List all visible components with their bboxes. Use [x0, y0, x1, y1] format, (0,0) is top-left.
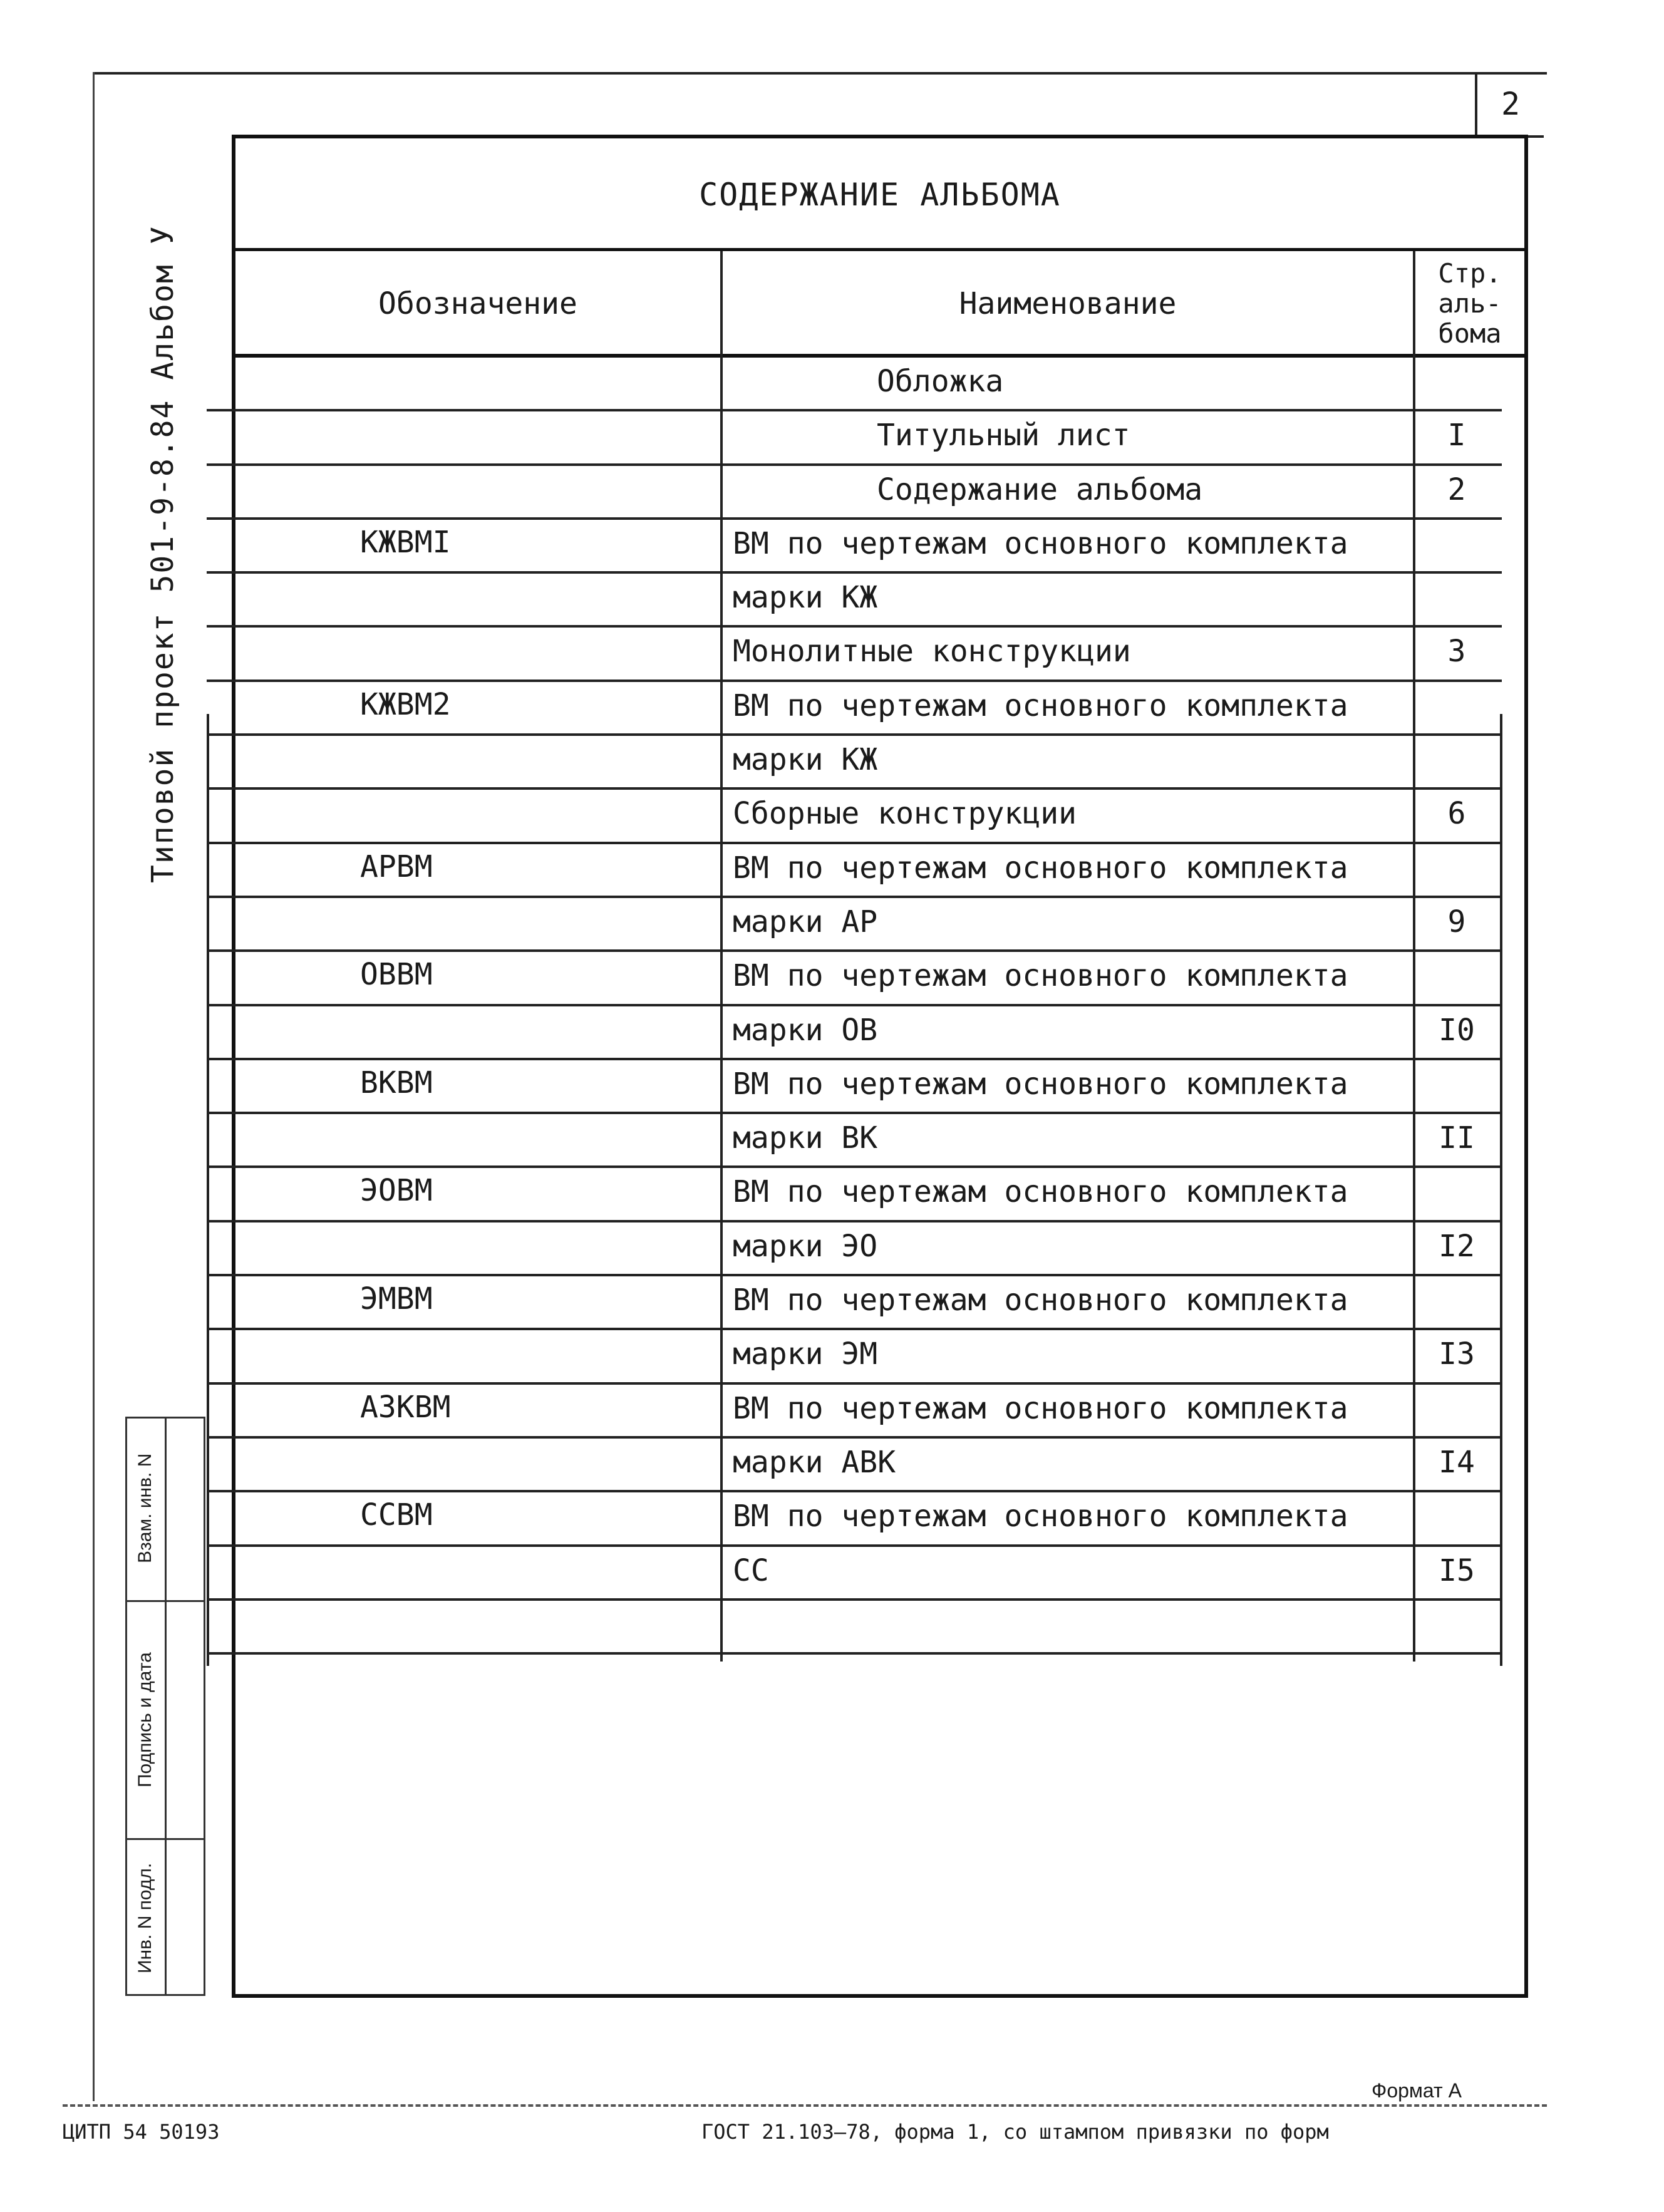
stamp-signature-label: Подпись и дата [135, 1652, 155, 1788]
sheet-frame-left [93, 72, 95, 2101]
row-name: Обложка [877, 364, 1004, 399]
row-name: Сборные конструкции [733, 796, 1077, 832]
footer-code: ЦИТП 54 50193 [63, 2120, 220, 2144]
column-divider [720, 251, 723, 1662]
sheet-frame-bottom [63, 2104, 1547, 2107]
stamp-inventory-label: Инв. N подл. [135, 1863, 155, 1973]
column-divider [1500, 714, 1502, 1666]
row-page: 9 [1447, 904, 1466, 939]
row-designation: ОВВМ [360, 957, 433, 993]
header-designation: Обозначение [378, 286, 577, 321]
row-page: I3 [1439, 1336, 1475, 1372]
table-row [207, 952, 1502, 1006]
row-name: ВМ по чертежам основного комплекта [733, 850, 1348, 886]
table-title: СОДЕРЖАНИЕ АЛЬБОМА [699, 177, 1061, 213]
row-name: ВМ по чертежам основного комплекта [733, 1283, 1348, 1318]
side-project-label: Типовой проект 501-9-8.84 Альбом У [145, 225, 180, 884]
row-name: марки ВК [733, 1120, 878, 1156]
row-name: марки КЖ [733, 742, 878, 778]
row-page: I5 [1439, 1553, 1475, 1588]
row-name: Содержание альбома [877, 472, 1203, 507]
header-page: Стр. аль- бома [1438, 258, 1502, 349]
row-page: I [1447, 418, 1466, 453]
row-name: СС [733, 1553, 769, 1588]
row-designation: АРВМ [360, 849, 433, 884]
table-row [207, 1330, 1502, 1384]
row-name: ВМ по чертежам основного комплекта [733, 958, 1348, 994]
stamp-vzam-label: Взам. инв. N [135, 1453, 155, 1564]
table-row [207, 790, 1502, 844]
row-name: ВМ по чертежам основного комплекта [733, 1390, 1348, 1426]
row-page: I0 [1439, 1012, 1475, 1048]
row-name: марки ЭО [733, 1228, 878, 1264]
table-row [207, 1168, 1502, 1222]
row-name: марки КЖ [733, 580, 878, 616]
table-row [207, 466, 1502, 520]
table-row [207, 1222, 1502, 1276]
row-page: 2 [1447, 472, 1466, 507]
table-row [207, 1492, 1502, 1546]
row-name: ВМ по чертежам основного комплекта [733, 1066, 1348, 1102]
row-name: ВМ по чертежам основного комплекта [733, 1174, 1348, 1210]
row-page: 6 [1447, 796, 1466, 832]
table-row [207, 358, 1502, 411]
column-divider [1413, 251, 1415, 1662]
table-row [207, 1439, 1502, 1492]
row-name: ВМ по чертежам основного комплекта [733, 525, 1348, 561]
row-name: марки АР [733, 904, 878, 939]
row-designation: ВКВМ [360, 1065, 433, 1100]
row-name: Монолитные конструкции [733, 634, 1131, 669]
row-name: марки ОВ [733, 1012, 878, 1048]
row-name: Титульный лист [877, 418, 1130, 453]
table-row [207, 898, 1502, 952]
sheet-frame-top [94, 72, 1547, 75]
row-page: I4 [1439, 1444, 1475, 1480]
row-name: марки АВК [733, 1444, 896, 1480]
row-name: ВМ по чертежам основного комплекта [733, 1499, 1348, 1534]
table-body [207, 358, 1502, 1655]
row-designation: ССВМ [360, 1497, 433, 1533]
header-name: Наименование [959, 286, 1177, 321]
row-name: ВМ по чертежам основного комплекта [733, 688, 1348, 723]
row-page: I2 [1439, 1228, 1475, 1264]
table-row [207, 1006, 1502, 1060]
row-designation: ЭОВМ [360, 1173, 433, 1209]
table-row [207, 1060, 1502, 1114]
table-row [207, 844, 1502, 898]
footer-gost: ГОСТ 21.103—78, форма 1, со штампом привязки по форм [701, 2120, 1329, 2144]
table-row [207, 411, 1502, 465]
table-row [207, 1547, 1502, 1601]
table-row [207, 682, 1502, 736]
table-row [207, 1601, 1502, 1655]
table-row [207, 1114, 1502, 1168]
row-designation: КЖВМ2 [360, 686, 451, 722]
row-page: II [1439, 1120, 1475, 1156]
row-designation: ЭМВМ [360, 1281, 433, 1317]
page-number: 2 [1475, 72, 1544, 138]
row-page: 3 [1447, 634, 1466, 669]
row-name: марки ЭМ [733, 1336, 878, 1372]
table-row [207, 574, 1502, 628]
row-designation: АЗКВМ [360, 1389, 451, 1425]
table-row [207, 1385, 1502, 1439]
table-row [207, 736, 1502, 790]
footer-format: Формат А [1372, 2079, 1462, 2102]
table-row [207, 628, 1502, 681]
table-row [207, 1276, 1502, 1330]
row-designation: КЖВМI [360, 524, 451, 560]
column-divider [207, 714, 209, 1666]
table-row [207, 520, 1502, 574]
